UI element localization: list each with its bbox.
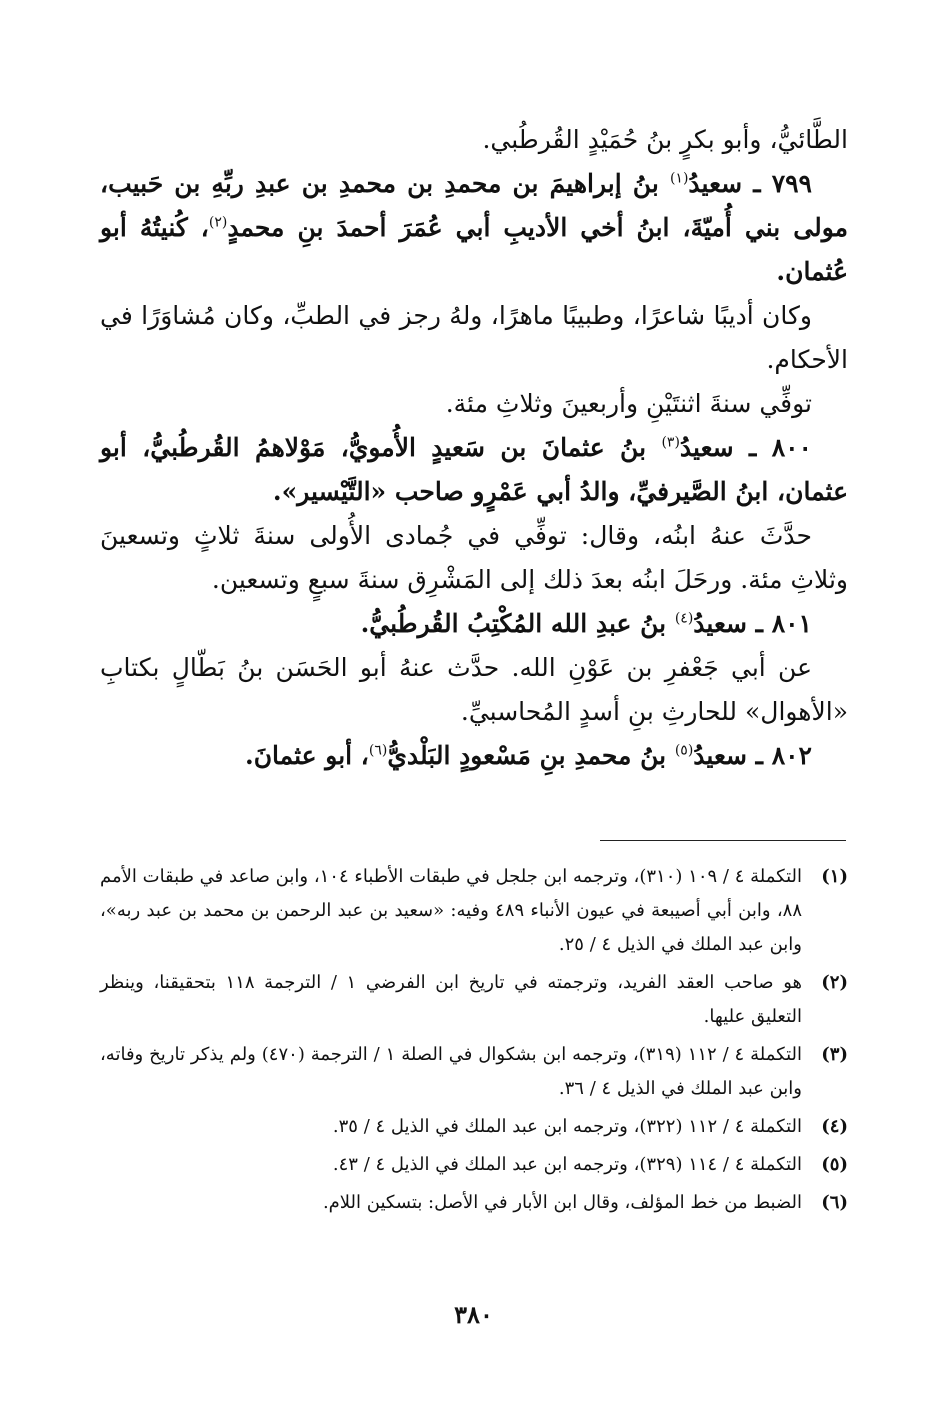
entry-799-heading bbox=[100, 162, 848, 294]
entry-802-heading bbox=[100, 734, 848, 778]
footnote-ref-4: (٤) bbox=[674, 610, 694, 627]
footnote-ref-3: (٣) bbox=[661, 434, 680, 451]
footnote-number: (٣) bbox=[821, 1044, 848, 1065]
paragraph-800-a: حدَّثَ عنهُ ابنُه، وقال: توفِّي في جُمادى الأُولى سنةَ ثلاثٍ وتسعينَ وثلاثِ مئة. ورحَلَ ابنُه بعدَ ذلك إلى المَشْرِق سنةَ سبعٍ وتسعين. bbox=[100, 521, 848, 594]
paragraph-799-a: وكان أديبًا شاعرًا، وطبيبًا ماهرًا، ولهُ رجز في الطبِّ، وكان مُشاوَرًا في الأحكام. bbox=[100, 301, 848, 374]
entry-799-lead: ٧٩٩ ـ سعيدُ bbox=[688, 169, 812, 198]
footnote-4 bbox=[100, 1110, 848, 1144]
footnote-number: (٦) bbox=[821, 1192, 848, 1213]
entry-801-heading bbox=[100, 602, 848, 646]
entry-799-mid: بنُ إبراهيمَ بن محمدِ بن محمدِ بن عبدِ ربِّهِ بن حَبيب، مولى بني أُميّةَ، ابنُ أخي الأديبِ أبي عُمَرَ أحمدَ بنِ محمدٍ bbox=[100, 169, 848, 242]
footnote-text: التكملة ٤ / ١١٤ (٣٢٩)، وترجمه ابن عبد الملك في الذيل ٤ / ٤٣. bbox=[332, 1154, 802, 1175]
footnote-divider bbox=[600, 840, 846, 841]
footnote-text: الضبط من خط المؤلف، وقال ابن الأبار في الأصل: بتسكين اللام. bbox=[322, 1192, 802, 1213]
entry-801-tail: بنُ عبدِ الله المُكْتِبُ القُرطُبيُّ. bbox=[360, 609, 675, 638]
footnote-number: (٥) bbox=[821, 1154, 848, 1175]
entry-802-lead: ٨٠٢ ـ سعيدُ bbox=[693, 741, 812, 770]
entry-802-tail: ، أبو عثمانَ. bbox=[244, 741, 369, 770]
paragraph-799-b: توفِّي سنةَ اثنتَيْنِ وأربعينَ وثلاثِ مئة. bbox=[445, 389, 812, 418]
entry-799-tail: ، كُنيتُهُ أبو عُثمان. bbox=[100, 213, 848, 286]
footnotes bbox=[100, 860, 848, 1224]
footnote-text: التكملة ٤ / ١١٢ (٣٢٢)، وترجمه ابن عبد الملك في الذيل ٤ / ٣٥. bbox=[332, 1116, 802, 1137]
page-number: ٣٨٠ bbox=[454, 1300, 493, 1329]
main-text bbox=[100, 118, 848, 778]
entry-802-mid: بنُ محمدِ بنِ مَسْعودٍ البَلْديُّ bbox=[387, 741, 675, 770]
paragraph-intro: الطَّائيُّ، وأبو بكرٍ بنُ حُمَيْدٍ القُرطُبي. bbox=[482, 125, 848, 154]
footnote-6 bbox=[100, 1186, 848, 1220]
footnote-number: (٢) bbox=[821, 972, 848, 993]
footnote-ref-6: (٦) bbox=[368, 742, 388, 759]
paragraph-801-a: عن أبي جَعْفرِ بن عَوْنِ الله. حدَّث عنهُ أبو الحَسَن بنُ بَطّالٍ بكتابِ «الأهوال» للحارثِ بنِ أسدٍ المُحاسبيِّ. bbox=[100, 653, 848, 726]
entry-801-lead: ٨٠١ ـ سعيدُ bbox=[693, 609, 812, 638]
footnote-ref-1: (١) bbox=[669, 170, 689, 187]
entry-800-heading bbox=[100, 426, 848, 514]
footnote-1 bbox=[100, 860, 848, 962]
entry-800-lead: ٨٠٠ ـ سعيدُ bbox=[679, 433, 812, 462]
footnote-text: هو صاحب العقد الفريد، وترجمته في تاريخ ابن الفرضي ١ / الترجمة ١١٨ بتحقيقنا، وينظر التعليق عليها. bbox=[100, 972, 802, 1027]
entry-800-tail: بنُ عثمانَ بن سَعيدٍ الأُمويُّ، مَوْلاهمُ القُرطُبيُّ، أبو عثمان، ابنُ الصَّيرفيِّ، والدُ أبي عَمْرٍو صاحب «التَّيْسير». bbox=[100, 433, 848, 506]
footnote-2 bbox=[100, 966, 848, 1034]
footnote-ref-2: (٢) bbox=[208, 214, 228, 231]
footnote-3 bbox=[100, 1038, 848, 1106]
footnote-text: التكملة ٤ / ١١٢ (٣١٩)، وترجمه ابن بشكوال في الصلة ١ / الترجمة (٤٧٠) ولم يذكر تاريخ وفاته، وابن عبد الملك في الذيل ٤ / ٣٦. bbox=[100, 1044, 802, 1099]
footnote-5 bbox=[100, 1148, 848, 1182]
footnote-number: (٤) bbox=[821, 1116, 848, 1137]
footnote-ref-5: (٥) bbox=[674, 742, 694, 759]
footnote-text: التكملة ٤ / ١٠٩ (٣١٠)، وترجمه ابن جلجل في طبقات الأطباء ١٠٤، وابن صاعد في طبقات الأمم ٨٨، وابن أبي أصيبعة في عيون الأنباء ٤٨٩ وفيه: «سعيد بن عبد الرحمن بن محمد بن عبد ربه»، وابن عبد الملك في الذيل ٤ / ٢٥. bbox=[100, 866, 803, 955]
footnote-number: (١) bbox=[821, 866, 848, 887]
